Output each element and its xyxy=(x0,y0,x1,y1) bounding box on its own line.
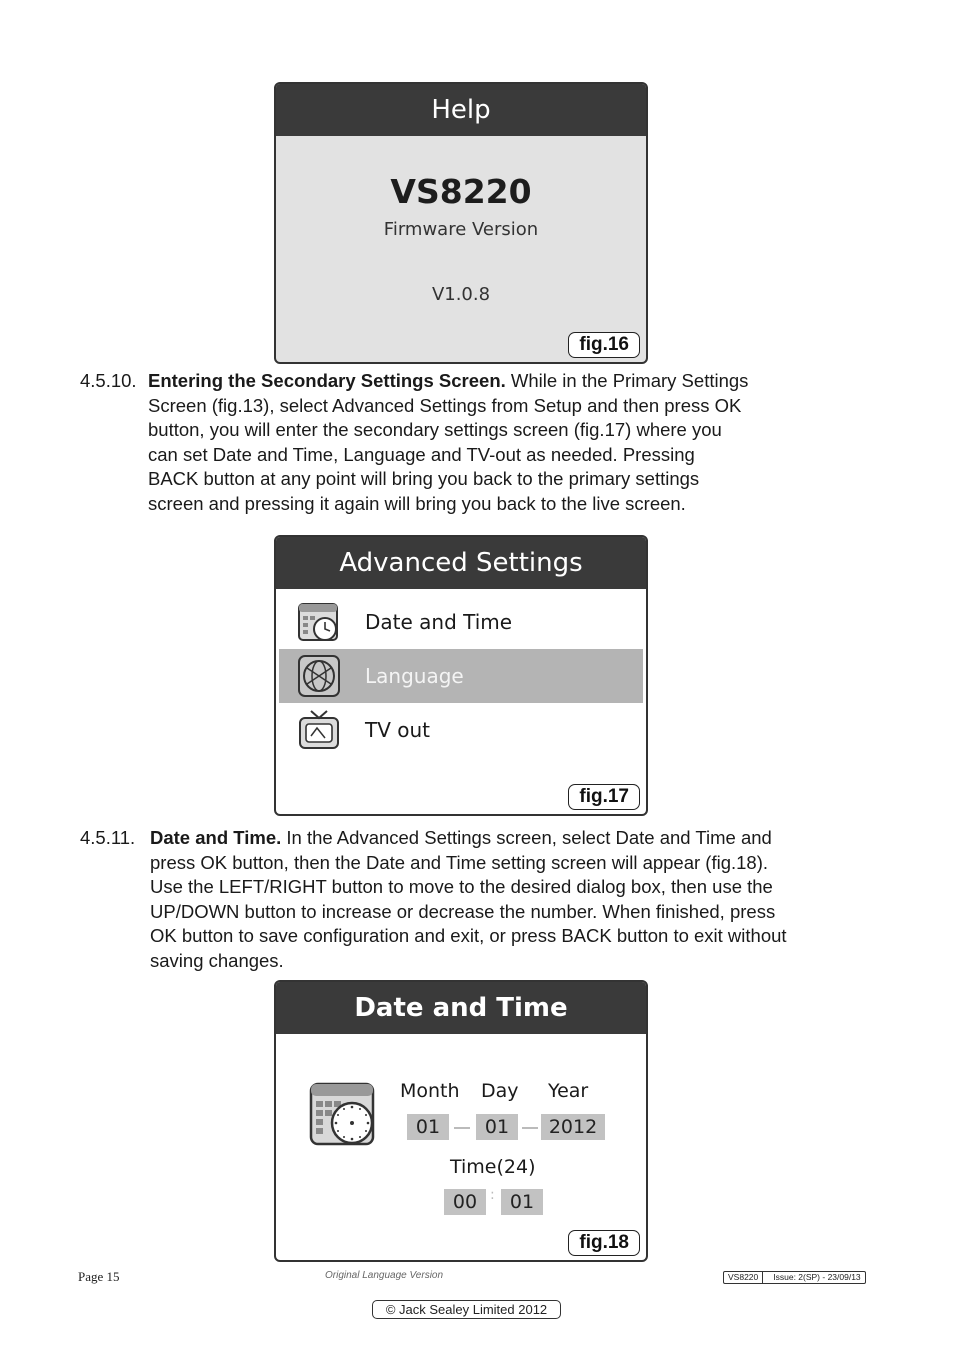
menu-item-label: TV out xyxy=(365,718,431,742)
paragraph-line: UP/DOWN button to increase or decrease the number. When finished, press xyxy=(150,900,776,922)
section-4-5-11 xyxy=(80,826,880,974)
page-number: Page 15 xyxy=(78,1269,120,1284)
firmware-version: V1.0.8 xyxy=(431,284,491,305)
menu-item-label: Language xyxy=(365,664,464,688)
section-heading: Date and Time. xyxy=(150,827,282,848)
date-time-figure xyxy=(274,980,648,1262)
globe-icon xyxy=(297,654,341,698)
section-heading: Entering the Secondary Settings Screen. xyxy=(148,370,506,391)
calendar-clock-icon xyxy=(309,1080,377,1148)
paragraph-line: Screen (fig.13), select Advanced Settings from Setup and then press OK xyxy=(148,394,742,416)
paragraph-line: Use the LEFT/RIGHT button to move to the desired dialog box, then use the xyxy=(150,876,773,898)
paragraph-line xyxy=(80,369,880,394)
document-issue: Issue: 2(SP) - 23/09/13 xyxy=(762,1272,864,1283)
help-screen-body xyxy=(276,136,646,364)
separator-dash xyxy=(522,1127,538,1129)
figure-label-18: fig.18 xyxy=(568,1230,640,1256)
time-colon: : xyxy=(490,1187,495,1203)
date-time-body xyxy=(276,1034,646,1262)
figure-label-17: fig.17 xyxy=(568,784,640,810)
paragraph-line: screen and pressing it again will bring you back to the live screen. xyxy=(148,492,686,514)
paragraph-line: saving changes. xyxy=(150,949,284,971)
day-label: Day xyxy=(481,1080,519,1102)
day-field[interactable]: 01 xyxy=(476,1114,518,1140)
minute-field[interactable]: 01 xyxy=(501,1189,543,1215)
advanced-settings-menu xyxy=(276,589,646,757)
paragraph-line: BACK button at any point will bring you back to the primary settings xyxy=(148,468,700,490)
year-field[interactable]: 2012 xyxy=(541,1114,605,1140)
month-label: Month xyxy=(400,1080,460,1102)
month-field[interactable]: 01 xyxy=(407,1114,449,1140)
model-name: VS8220 xyxy=(390,172,532,211)
document-model: VS8220 xyxy=(728,1272,759,1282)
paragraph-line: can set Date and Time, Language and TV-out as needed. Pressing xyxy=(148,443,695,465)
menu-item-label: Date and Time xyxy=(365,610,513,634)
help-screen-figure xyxy=(274,82,648,364)
paragraph-text: In the Advanced Settings screen, select Date and Time and xyxy=(281,827,772,848)
advanced-settings-title: Advanced Settings xyxy=(276,537,646,589)
firmware-label: Firmware Version xyxy=(383,219,539,240)
help-screen-title: Help xyxy=(276,84,646,136)
paragraph-text: While in the Primary Settings xyxy=(505,370,749,391)
section-number: 4.5.10. xyxy=(80,370,137,391)
advanced-settings-figure xyxy=(274,535,648,816)
menu-item-date-and-time[interactable] xyxy=(279,595,643,649)
date-time-title: Date and Time xyxy=(276,982,646,1034)
hour-field[interactable]: 00 xyxy=(444,1189,486,1215)
time-label: Time(24) xyxy=(450,1156,536,1178)
year-label: Year xyxy=(548,1080,589,1102)
paragraph-line xyxy=(80,826,880,851)
document-id-box xyxy=(723,1271,866,1284)
separator-dash xyxy=(454,1127,470,1129)
paragraph-line: press OK button, then the Date and Time setting screen will appear (fig.18). xyxy=(150,851,769,873)
section-4-5-10 xyxy=(80,369,880,517)
paragraph-line: button, you will enter the secondary settings screen (fig.17) where you xyxy=(148,419,722,441)
figure-label-16: fig.16 xyxy=(568,332,640,358)
original-language-note: Original Language Version xyxy=(325,1270,444,1281)
paragraph-line: OK button to save configuration and exit, or press BACK button to exit without xyxy=(150,925,787,947)
menu-item-tv-out[interactable] xyxy=(279,703,643,757)
copyright-notice: © Jack Sealey Limited 2012 xyxy=(372,1300,561,1319)
calendar-clock-icon xyxy=(297,600,341,644)
section-number: 4.5.11. xyxy=(80,827,136,848)
tv-icon xyxy=(297,708,341,752)
menu-item-language[interactable] xyxy=(279,649,643,703)
